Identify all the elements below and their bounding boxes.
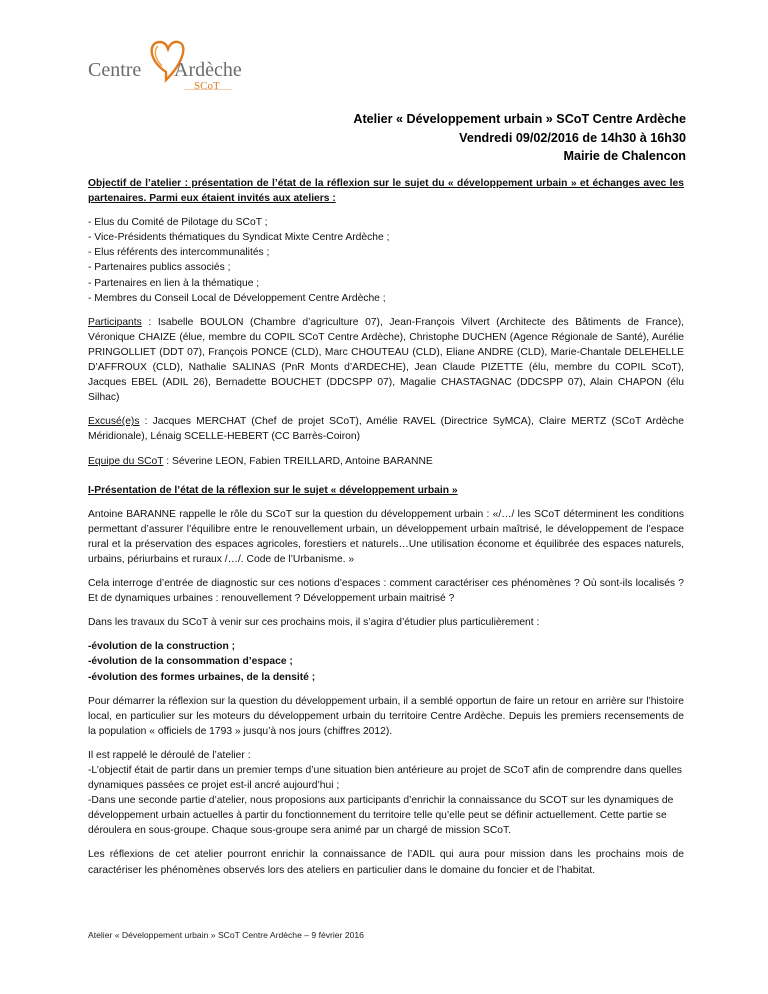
invited-item: - Partenaires en lien à la thématique ; (88, 277, 260, 289)
section-paragraph-1: Antoine BARANNE rappelle le rôle du SCoT sur la question du développement urbain : «/…/ les SCoT déterminent les conditions permettant d’assurer l’équilibre entre le renouvellement urbain, un développement urbain maîtrisé, le développement de l’espace rural et la préservation des espaces agricoles, forestiers et naturels…Une utilisation économe et équilibrée des espaces naturels, urbains, périurbains et ruraux /…/. Code de l’Urbanisme. » (88, 508, 684, 565)
meeting-header (353, 110, 686, 166)
workshop-step: -L’objectif était de partir dans un premier temps d’une situation bien antérieure au projet de SCoT afin de comprendre dans quelles dynamiques passées ce projet est-il ancré aujourd’hui ; (88, 765, 682, 792)
scot-logo (88, 36, 258, 90)
meeting-location: Mairie de Chalencon (563, 149, 686, 163)
team-label: Equipe du SCoT (88, 455, 164, 467)
section-paragraph-6: Les réflexions de cet atelier pourront enrichir la connaissance de l’ADIL qui aura pour mission dans les prochains mois de caractériser les phénomènes observés lors des ateliers en particulier dans le domaine du foncier et de l’habitat. (88, 849, 684, 876)
svg-text:Ardèche: Ardèche (174, 59, 242, 81)
section-paragraph-3: Dans les travaux du SCoT à venir sur ces prochains mois, il s’agira d’étudier plus particulièrement : (88, 617, 540, 629)
objective-paragraph: Objectif de l’atelier : présentation de l’état de la réflexion sur le sujet du « développement urbain » et échanges avec les partenaires. Parmi eux étaient invités aux ateliers : (88, 178, 684, 205)
study-topic: -évolution de la construction ; (88, 641, 236, 653)
excused-text: : Jacques MERCHAT (Chef de projet SCoT), Amélie RAVEL (Directrice SyMCA), Claire MERTZ (SCoT Ardèche Méridionale), Lénaig SCELLE-HEBERT (CC Barrès-Coiron) (88, 416, 684, 443)
document-body (88, 176, 684, 887)
meeting-date: Vendredi 09/02/2016 de 14h30 à 16h30 (459, 130, 686, 145)
invited-item: - Partenaires publics associés ; (88, 262, 231, 274)
invited-item: - Vice-Présidents thématiques du Syndicat Mixte Centre Ardèche ; (88, 232, 390, 244)
logo-graphic (88, 36, 258, 90)
invited-item: - Elus référents des intercommunalités ; (88, 247, 270, 259)
invited-list (88, 215, 684, 306)
workshop-steps-intro: Il est rappelé le déroulé de l’atelier : (88, 749, 251, 761)
page-footer: Atelier « Développement urbain » SCoT Centre Ardèche – 9 février 2016 (88, 930, 364, 940)
study-topics-list (88, 639, 684, 684)
workshop-step: -Dans une seconde partie d’atelier, nous proposions aux participants d’enrichir la connaissance du SCOT sur les dynamiques de développement urbain actuelles à partir du fonctionnement du territoire telle qu’elle peut se définir actuellement. Cette partie se déroulera en sous-groupe. Chaque sous-groupe sera animé par un chargé de mission SCoT. (88, 795, 674, 837)
section-title: I-Présentation de l’état de la réflexion sur le sujet « développement urbain » (88, 484, 458, 496)
team-text: : Séverine LEON, Fabien TREILLARD, Antoine BARANNE (163, 455, 433, 467)
svg-text:SCoT: SCoT (194, 80, 220, 90)
excused-label: Excusé(e)s (88, 416, 140, 428)
invited-item: - Membres du Conseil Local de Développement Centre Ardèche ; (88, 292, 386, 304)
participants-label: Participants (88, 316, 142, 328)
invited-item: - Elus du Comité de Pilotage du SCoT ; (88, 217, 268, 229)
excused-paragraph (88, 414, 684, 444)
section-paragraph-2: Cela interroge d’entrée de diagnostic sur ces notions d’espaces : comment caractériser ces phénomènes ? Où sont-ils localisés ? Et de dynamiques urbaines : renouvellement ? Développement urbain maitrisé ? (88, 578, 684, 605)
team-paragraph (88, 454, 684, 469)
section-paragraph-5 (88, 748, 684, 839)
svg-text:Centre: Centre (88, 59, 142, 81)
participants-paragraph (88, 315, 684, 406)
participants-text: : Isabelle BOULON (Chambre d’agriculture 07), Jean-François Vilvert (Architecte des Bâtiments de France), Véronique CHAIZE (élue, membre du COPIL SCoT Centre Ardèche), Christophe DUCHEN (Agence Régionale de Santé), Aurélie PRINGOLLIET (DDT 07), François PONCE (CLD), Marc CHOUTEAU (CLD), Eliane ANDRE (CLD), Marie-Chantale DELEHELLE D’AFFROUX (CLD), Nathalie SALINAS (PnR Monts d’ARDECHE), Jean Claude PIZETTE (élu, membre du COPIL SCoT), Jacques EBEL (ADIL 26), Bernadette BOUCHET (DDCSPP 07), Magalie CHASTAGNAC (DDCSPP 07), Alain CHAPON (élu Silhac) (88, 316, 684, 404)
section-paragraph-4: Pour démarrer la réflexion sur la question du développement urbain, il a semblé opportun de faire un retour en arrière sur l’histoire local, en particulier sur les moteurs du développement urbain du territoire Centre Ardèche. Depuis les premiers recensements de la population « officiels de 1793 » jusqu’à nos jours (chiffres 2012). (88, 695, 684, 737)
study-topic: -évolution de la consommation d’espace ; (88, 656, 293, 668)
meeting-title: Atelier « Développement urbain » SCoT Centre Ardèche (353, 112, 686, 126)
study-topic: -évolution des formes urbaines, de la densité ; (88, 671, 316, 683)
